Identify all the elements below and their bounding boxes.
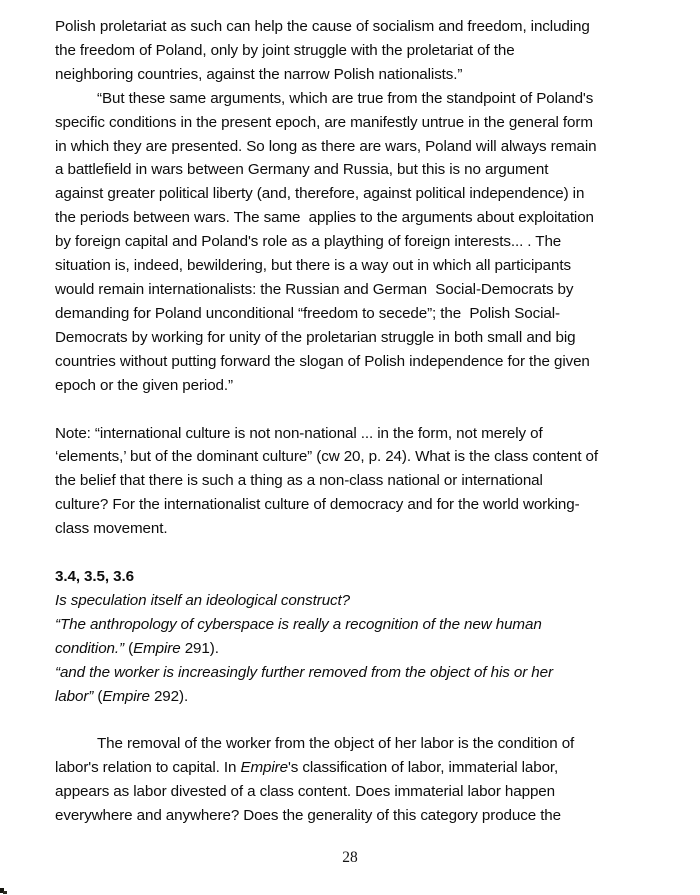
text-line xyxy=(55,63,661,87)
page-number: 28 xyxy=(342,849,358,866)
text-segment: class movement. xyxy=(55,520,168,538)
text-line xyxy=(55,206,661,230)
text-line xyxy=(55,685,661,709)
text-segment: demanding for Poland unconditional “freedom to secede”; the Polish Social- xyxy=(55,304,560,322)
text-segment: “The anthropology of cyberspace is really a recognition of the new human xyxy=(55,615,542,633)
text-line xyxy=(55,135,661,159)
paragraph-polish-proletariat xyxy=(55,15,661,87)
text-line xyxy=(55,15,661,39)
text-line xyxy=(55,422,661,446)
text-segment: by foreign capital and Poland's role as a plaything of foreign interests... . The xyxy=(55,233,562,251)
text-segment: would remain internationalists: the Russian and German Social-Democrats by xyxy=(55,280,574,298)
text-segment: Democrats by working for unity of the proletarian struggle in both small and big xyxy=(55,328,576,346)
text-segment: 292). xyxy=(149,687,189,705)
text-segment: the freedom of Poland, only by joint struggle with the proletariat of the xyxy=(55,41,515,59)
text-segment: in which they are presented. So long as there are wars, Poland will always remain xyxy=(55,137,597,155)
text-segment: ‘elements,’ but of the dominant culture” (cw 20, p. 24). What is the class content of xyxy=(55,448,599,466)
paragraph-removal-of-worker xyxy=(55,732,661,828)
text-line xyxy=(55,39,661,63)
text-segment: situation is, indeed, bewildering, but there is a way out in which all participants xyxy=(55,257,571,275)
text-segment: Empire xyxy=(102,687,150,705)
scan-artifact-bottom-left xyxy=(0,888,8,895)
text-line xyxy=(55,158,661,182)
text-line xyxy=(55,254,661,278)
text-segment: epoch or the given period.” xyxy=(55,376,233,394)
text-segment: 291). xyxy=(180,639,219,657)
text-line xyxy=(55,374,661,398)
text-line xyxy=(55,732,661,756)
text-segment: everywhere and anywhere? Does the generality of this category produce the xyxy=(55,807,562,825)
text-line xyxy=(55,780,661,804)
text-segment: 3.4, 3.5, 3.6 xyxy=(55,568,134,586)
text-line xyxy=(55,469,661,493)
text-line xyxy=(55,230,661,254)
text-line xyxy=(55,589,661,613)
text-line xyxy=(55,445,661,469)
text-line xyxy=(55,350,661,374)
text-line xyxy=(55,613,661,637)
text-segment: a battlefield in wars between Germany and Russia, but this is no argument xyxy=(55,161,549,179)
text-line xyxy=(55,756,661,780)
text-line xyxy=(55,87,661,111)
text-segment: Empire xyxy=(133,639,181,657)
section-heading-3-4-3-5-3-6 xyxy=(55,565,661,589)
document-body xyxy=(55,15,661,828)
text-segment: “and the worker is increasingly further removed from the object of his or her xyxy=(55,663,553,681)
text-segment: Polish proletariat as such can help the cause of socialism and freedom, including xyxy=(55,18,590,35)
text-segment: specific conditions in the present epoch, are manifestly untrue in the general form xyxy=(55,113,593,131)
text-line xyxy=(55,182,661,206)
text-line xyxy=(55,326,661,350)
paragraph-note xyxy=(55,422,661,542)
text-segment: ( xyxy=(97,687,103,705)
paragraph-but-these-same-arguments xyxy=(55,87,661,398)
text-line xyxy=(55,278,661,302)
text-segment: labor” xyxy=(55,687,98,705)
text-segment: culture? For the internationalist culture of democracy and for the world working- xyxy=(55,496,580,514)
text-segment: condition.” xyxy=(55,639,129,657)
text-segment: the periods between wars. The same applies to the arguments about exploitation xyxy=(55,209,594,227)
text-line xyxy=(55,517,661,541)
text-segment: Is speculation itself an ideological construct? xyxy=(55,591,351,609)
text-segment: Note: “international culture is not non-national ... in the form, not merely of xyxy=(55,424,543,442)
text-segment: against greater political liberty (and, therefore, against political independence) in xyxy=(55,185,585,203)
text-segment: countries without putting forward the slogan of Polish independence for the given xyxy=(55,352,590,370)
text-line xyxy=(55,804,661,828)
text-segment: The removal of the worker from the object of her labor is the condition of xyxy=(97,735,575,753)
text-segment: Empire xyxy=(240,759,288,777)
text-segment: 's classification of labor, immaterial labor, xyxy=(287,759,559,777)
text-line xyxy=(55,493,661,517)
text-line xyxy=(55,661,661,685)
text-segment: appears as labor divested of a class content. Does immaterial labor happen xyxy=(55,783,555,801)
text-segment: labor's relation to capital. In xyxy=(55,759,241,777)
text-segment: the belief that there is such a thing as a non-class national or international xyxy=(55,472,543,490)
text-line xyxy=(55,302,661,326)
text-line xyxy=(55,565,661,589)
quote-block-speculation xyxy=(55,589,661,709)
text-segment: neighboring countries, against the narrow Polish nationalists.” xyxy=(55,65,463,83)
text-line xyxy=(55,637,661,661)
text-segment: ( xyxy=(128,639,134,657)
text-segment: “But these same arguments, which are true from the standpoint of Poland's xyxy=(97,89,594,107)
text-line xyxy=(55,111,661,135)
